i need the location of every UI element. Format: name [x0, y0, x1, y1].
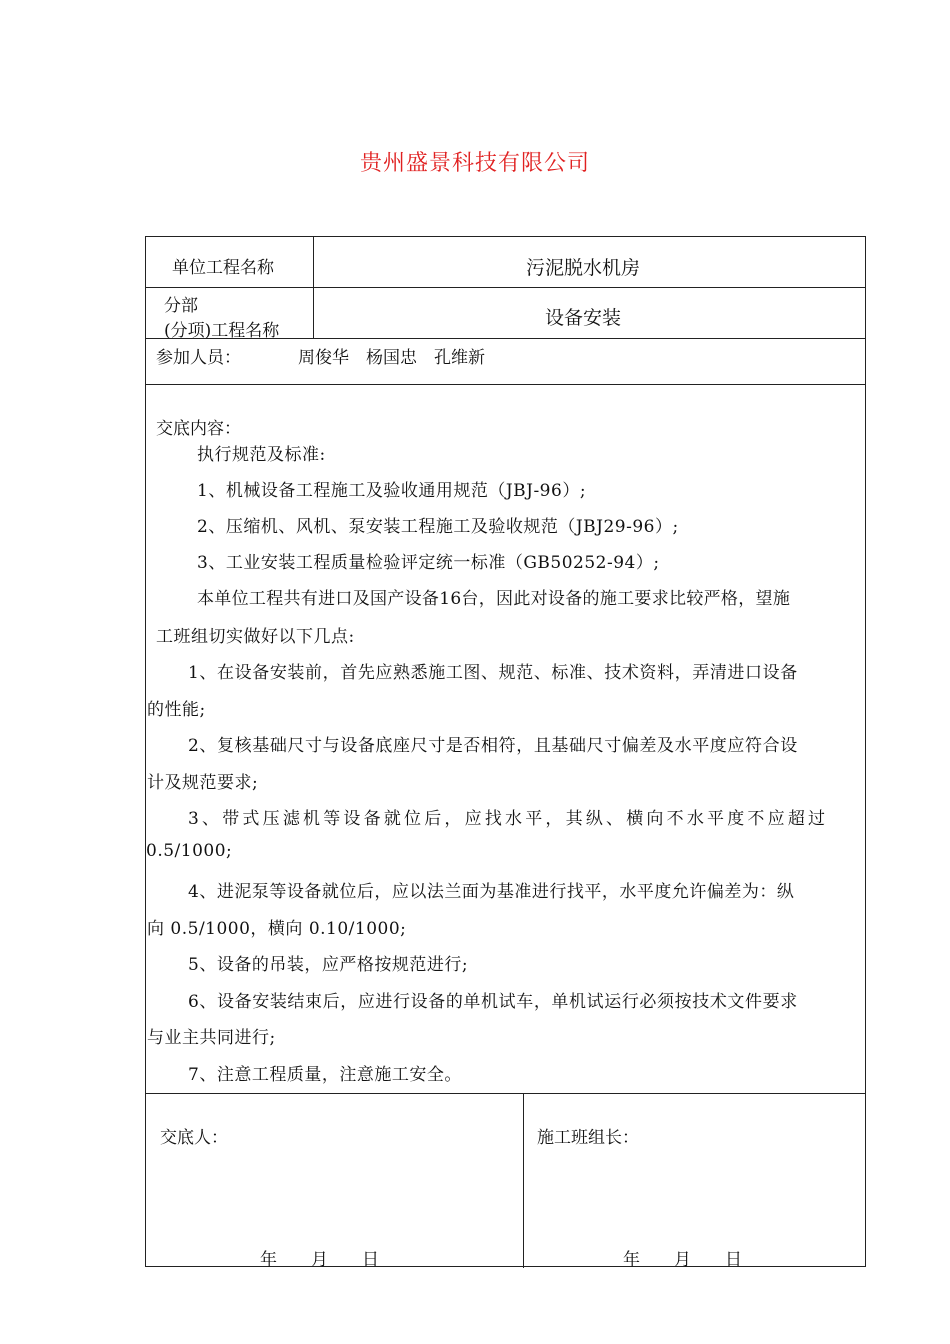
content-line: 与业主共同进行; [147, 1028, 276, 1048]
content-line: 工班组切实做好以下几点: [156, 627, 355, 647]
content-line: 6、设备安装结束后，应进行设备的单机试车，单机试运行必须按技术文件要求 [188, 992, 798, 1012]
column-divider [523, 1093, 524, 1268]
content-line: 执行规范及标准: [197, 445, 326, 465]
content-line: 2、复核基础尺寸与设备底座尺寸是否相符，且基础尺寸偏差及水平度应符合设 [188, 736, 798, 756]
handover-date: 年 月 日 [260, 1250, 379, 1270]
content-line: 5、设备的吊装，应严格按规范进行; [188, 955, 469, 975]
sub-project-label-line2: (分项)工程名称 [164, 321, 280, 341]
content-line: 的性能; [147, 700, 206, 720]
sub-project-label-line1: 分部 [164, 296, 198, 316]
team-leader-date: 年 月 日 [623, 1250, 742, 1270]
content-line: 4、进泥泵等设备就位后，应以法兰面为基准进行找平，水平度允许偏差为：纵 [188, 882, 795, 902]
company-title: 贵州盛景科技有限公司 [359, 151, 590, 176]
content-line: 本单位工程共有进口及国产设备16台，因此对设备的施工要求比较严格，望施 [197, 589, 791, 609]
content-line: 向 0.5/1000，横向 0.10/1000; [147, 919, 407, 939]
content-line: 2、压缩机、风机、泵安装工程施工及验收规范（JBJ29-96）; [197, 517, 679, 537]
row-divider [146, 1093, 865, 1094]
content-line: 3、工业安装工程质量检验评定统一标准（GB50252-94）; [197, 553, 660, 573]
participants-label: 参加人员： [156, 348, 241, 368]
row-divider [146, 287, 865, 288]
content-line: 0.5/1000; [146, 841, 233, 861]
content-line: 1、在设备安装前，首先应熟悉施工图、规范、标准、技术资料，弄清进口设备 [188, 663, 798, 683]
team-leader-label: 施工班组长： [537, 1128, 639, 1148]
content-line: 1、机械设备工程施工及验收通用规范（JBJ-96）; [197, 481, 587, 501]
unit-project-label: 单位工程名称 [172, 258, 274, 278]
column-divider [313, 237, 314, 338]
handover-form [145, 236, 866, 1270]
row-divider [146, 384, 865, 385]
content-line: 7、注意工程质量，注意施工安全。 [188, 1065, 462, 1085]
content-line: 计及规范要求; [147, 773, 259, 793]
participants-names: 周俊华 杨国忠 孔维新 [298, 348, 485, 368]
sub-project-value: 设备安装 [545, 307, 622, 329]
unit-project-value: 污泥脱水机房 [526, 257, 641, 279]
content-line: 3、带式压滤机等设备就位后，应找水平，其纵、横向不水平度不应超过 [188, 809, 829, 829]
handover-person-label: 交底人： [160, 1128, 228, 1148]
content-heading: 交底内容： [156, 419, 241, 439]
